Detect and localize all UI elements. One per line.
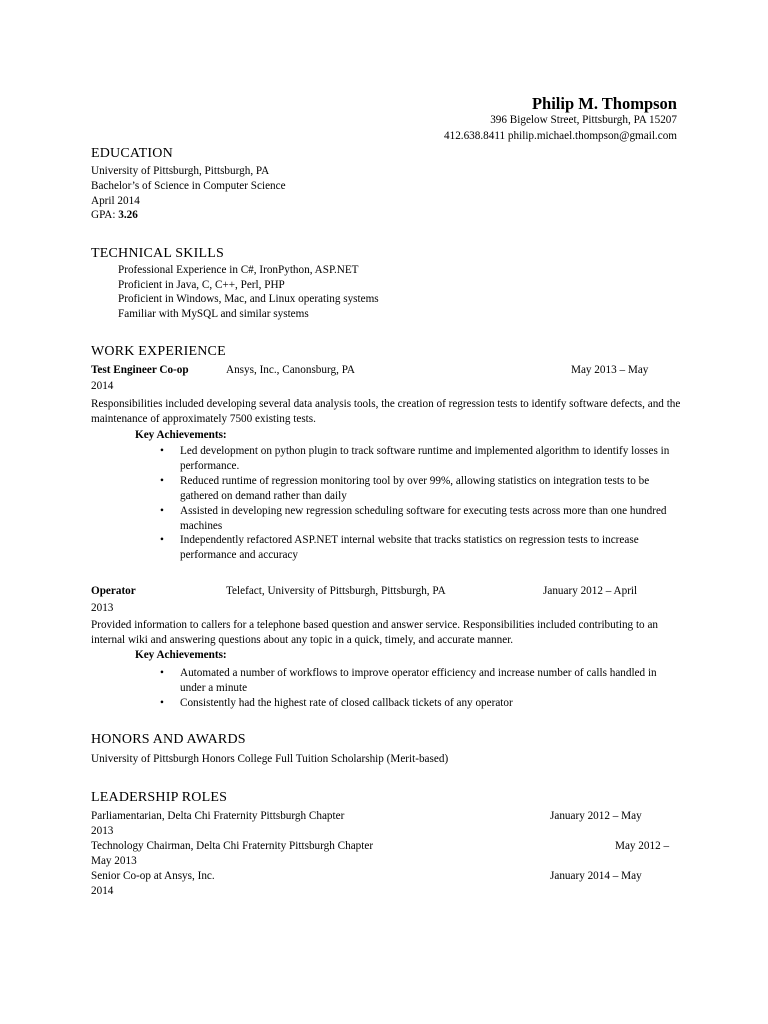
job-description: Provided information to callers for a telephone based question and answer service. Responsibilities included contributing to an internal wiki and answering questions about any topic in a quick, timely, and accurate manner.	[91, 619, 659, 646]
gpa-label: GPA:	[91, 209, 119, 221]
bullet-icon: •	[160, 534, 164, 546]
job-dates-end: 2014	[91, 380, 114, 392]
leadership-dates-end: 2013	[91, 825, 114, 837]
job-company: Telefact, University of Pittsburgh, Pittsburgh, PA	[226, 585, 446, 597]
leadership-role: Senior Co-op at Ansys, Inc.	[91, 870, 215, 882]
achievement-item: Reduced runtime of regression monitoring tool by over 99%, allowing statistics on integration tests to be gathered on demand rather than daily	[180, 475, 650, 502]
skill-item: Proficient in Windows, Mac, and Linux operating systems	[118, 293, 379, 305]
bullet-icon: •	[160, 445, 164, 457]
job-title: Operator	[91, 585, 136, 597]
bullet-icon: •	[160, 505, 164, 517]
job-dates: May 2013 – May	[571, 364, 649, 376]
job-description: Responsibilities included developing several data analysis tools, the creation of regression tests to identify software defects, and the maintenance of approximately 7500 existing tests.	[91, 398, 681, 425]
job-dates: January 2012 – April	[543, 585, 638, 597]
honor-item: University of Pittsburgh Honors College Full Tuition Scholarship (Merit-based)	[91, 753, 449, 765]
leadership-role: Parliamentarian, Delta Chi Fraternity Pittsburgh Chapter	[91, 810, 345, 822]
leadership-dates-end: 2014	[91, 885, 114, 897]
work-heading: WORK EXPERIENCE	[91, 344, 226, 359]
skills-heading: TECHNICAL SKILLS	[91, 246, 224, 261]
achievement-item: Assisted in developing new regression scheduling software for executing tests across more than one hundred machines	[180, 505, 667, 532]
achievement-item: Consistently had the highest rate of closed callback tickets of any operator	[180, 697, 513, 709]
leadership-dates: January 2012 – May	[550, 810, 642, 822]
key-achievements-label: Key Achievements:	[135, 429, 227, 441]
leadership-heading: LEADERSHIP ROLES	[91, 790, 228, 805]
education-gpa	[91, 208, 138, 223]
leadership-role: Technology Chairman, Delta Chi Fraternity Pittsburgh Chapter	[91, 840, 374, 852]
key-achievements-label: Key Achievements:	[135, 649, 227, 661]
bullet-icon: •	[160, 697, 164, 709]
job-company: Ansys, Inc., Canonsburg, PA	[226, 364, 355, 376]
gpa-value: 3.26	[118, 209, 138, 221]
candidate-contact: 412.638.8411 philip.michael.thompson@gmail.com	[444, 130, 677, 142]
skill-item: Professional Experience in C#, IronPython, ASP.NET	[118, 264, 359, 276]
education-date: April 2014	[91, 195, 140, 207]
bullet-icon: •	[160, 667, 164, 679]
leadership-dates-end: May 2013	[91, 855, 137, 867]
candidate-name: Philip M. Thompson	[531, 94, 677, 113]
honors-heading: HONORS AND AWARDS	[91, 732, 246, 747]
candidate-address: 396 Bigelow Street, Pittsburgh, PA 15207	[490, 114, 677, 126]
bullet-icon: •	[160, 475, 164, 487]
achievement-item: Independently refactored ASP.NET internal website that tracks statistics on regression tests to increase performance and accuracy	[180, 534, 639, 561]
job-title: Test Engineer Co-op	[91, 364, 189, 376]
achievement-item: Automated a number of workflows to improve operator efficiency and increase number of calls handled in under a minute	[180, 667, 657, 694]
job-dates-end: 2013	[91, 602, 114, 614]
education-degree: Bachelor’s of Science in Computer Science	[91, 180, 286, 192]
education-school: University of Pittsburgh, Pittsburgh, PA	[91, 165, 270, 177]
achievement-item: Led development on python plugin to track software runtime and implemented algorithm to identify losses in performance.	[180, 445, 670, 472]
leadership-dates: January 2014 – May	[550, 870, 642, 882]
education-heading: EDUCATION	[91, 146, 173, 161]
skill-item: Proficient in Java, C, C++, Perl, PHP	[118, 279, 285, 291]
skill-item: Familiar with MySQL and similar systems	[118, 308, 309, 320]
leadership-dates: May 2012 –	[615, 840, 670, 852]
